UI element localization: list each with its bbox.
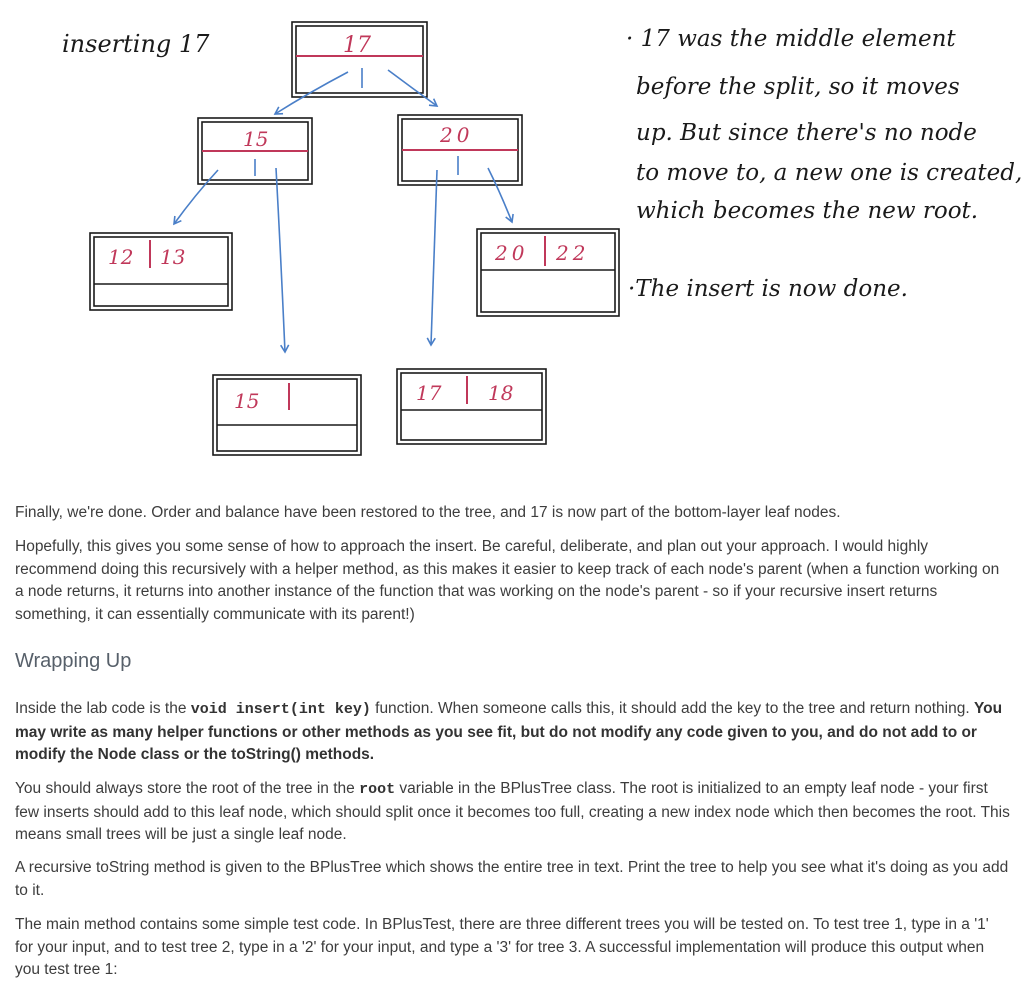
paragraph-tostring: A recursive toString method is given to the BPlusTree which shows the entire tree in text. Print the tree to help you see what it's doing as you add to it. bbox=[15, 859, 1009, 899]
note-line-3: up. But since there's no node bbox=[636, 120, 977, 146]
paragraph-main-method: The main method contains some simple test code. In BPlusTest, there are three different trees you will be tested on. To test tree 1, type in a '1' for your input, and to test tree 2, type in a '2' for your input, and type a '3' for tree 3. A successful implementation will produce this output when you test tree 1: bbox=[15, 916, 989, 978]
paragraph-approach: Hopefully, this gives you some sense of how to approach the insert. Be careful, deliberate, and plan out your approach. I would highly recommend doing this recursively with a helper method, as this makes it easier to keep track of each node's parent (when a function working on a node returns, it returns into another instance of the function that was working on the node's parent - so if your recursive insert returns something, it can essentially communicate with its parent!) bbox=[15, 538, 1000, 623]
root-variable-code: root bbox=[359, 781, 396, 798]
note-insert-done: ·The insert is now done. bbox=[628, 276, 908, 302]
right-index-key: 20 bbox=[440, 123, 474, 147]
leaf-key-20: 20 bbox=[495, 241, 529, 265]
p4-text-a: You should always store the root of the tree in the bbox=[15, 780, 360, 797]
paragraph-root bbox=[15, 778, 1010, 847]
paragraph-insert-function bbox=[15, 698, 1010, 767]
title-note: inserting 17 bbox=[62, 30, 210, 58]
paragraph-done: Finally, we're done. Order and balance have been restored to the tree, and 17 is now part of the bottom-layer leaf nodes. bbox=[15, 504, 841, 521]
bplus-tree-diagram bbox=[0, 0, 1024, 470]
note-line-4: to move to, a new one is created, bbox=[636, 160, 1023, 186]
p3-text-a: Inside the lab code is the bbox=[15, 700, 191, 717]
leaf-node-15 bbox=[213, 375, 361, 455]
note-line-5: which becomes the new root. bbox=[636, 198, 979, 224]
p4-text-b: variable in the BPlusTree class. The root is initialized to an empty leaf node - your first few inserts should add to this leaf node, which should split once it becomes too full, creating a new index node which then becomes the root. This means small trees will be just a single leaf node. bbox=[15, 780, 1010, 843]
leaf-key-17: 17 bbox=[416, 381, 442, 405]
note-line-1: · 17 was the middle element bbox=[626, 26, 956, 52]
root-key: 17 bbox=[343, 33, 371, 58]
leaf-key-13: 13 bbox=[160, 245, 186, 269]
note-line-2: before the split, so it moves bbox=[636, 74, 960, 100]
leaf-key-15: 15 bbox=[234, 389, 260, 413]
leaf-key-22: 22 bbox=[556, 241, 590, 265]
p3-text-b: function. When someone calls this, it should add the key to the tree and return nothing. bbox=[370, 700, 974, 717]
leaf-key-18: 18 bbox=[488, 381, 514, 405]
insert-function-code: void insert(int key) bbox=[190, 701, 371, 718]
section-heading-wrapping-up: Wrapping Up bbox=[15, 650, 132, 672]
leaf-key-12: 12 bbox=[108, 245, 134, 269]
p3-bold-rule: You may write as many helper functions or other methods as you see fit, but do not modify any code given to you, and do not add to or modify the Node class or the toString() methods. bbox=[15, 700, 1003, 763]
left-index-key: 15 bbox=[243, 127, 269, 151]
